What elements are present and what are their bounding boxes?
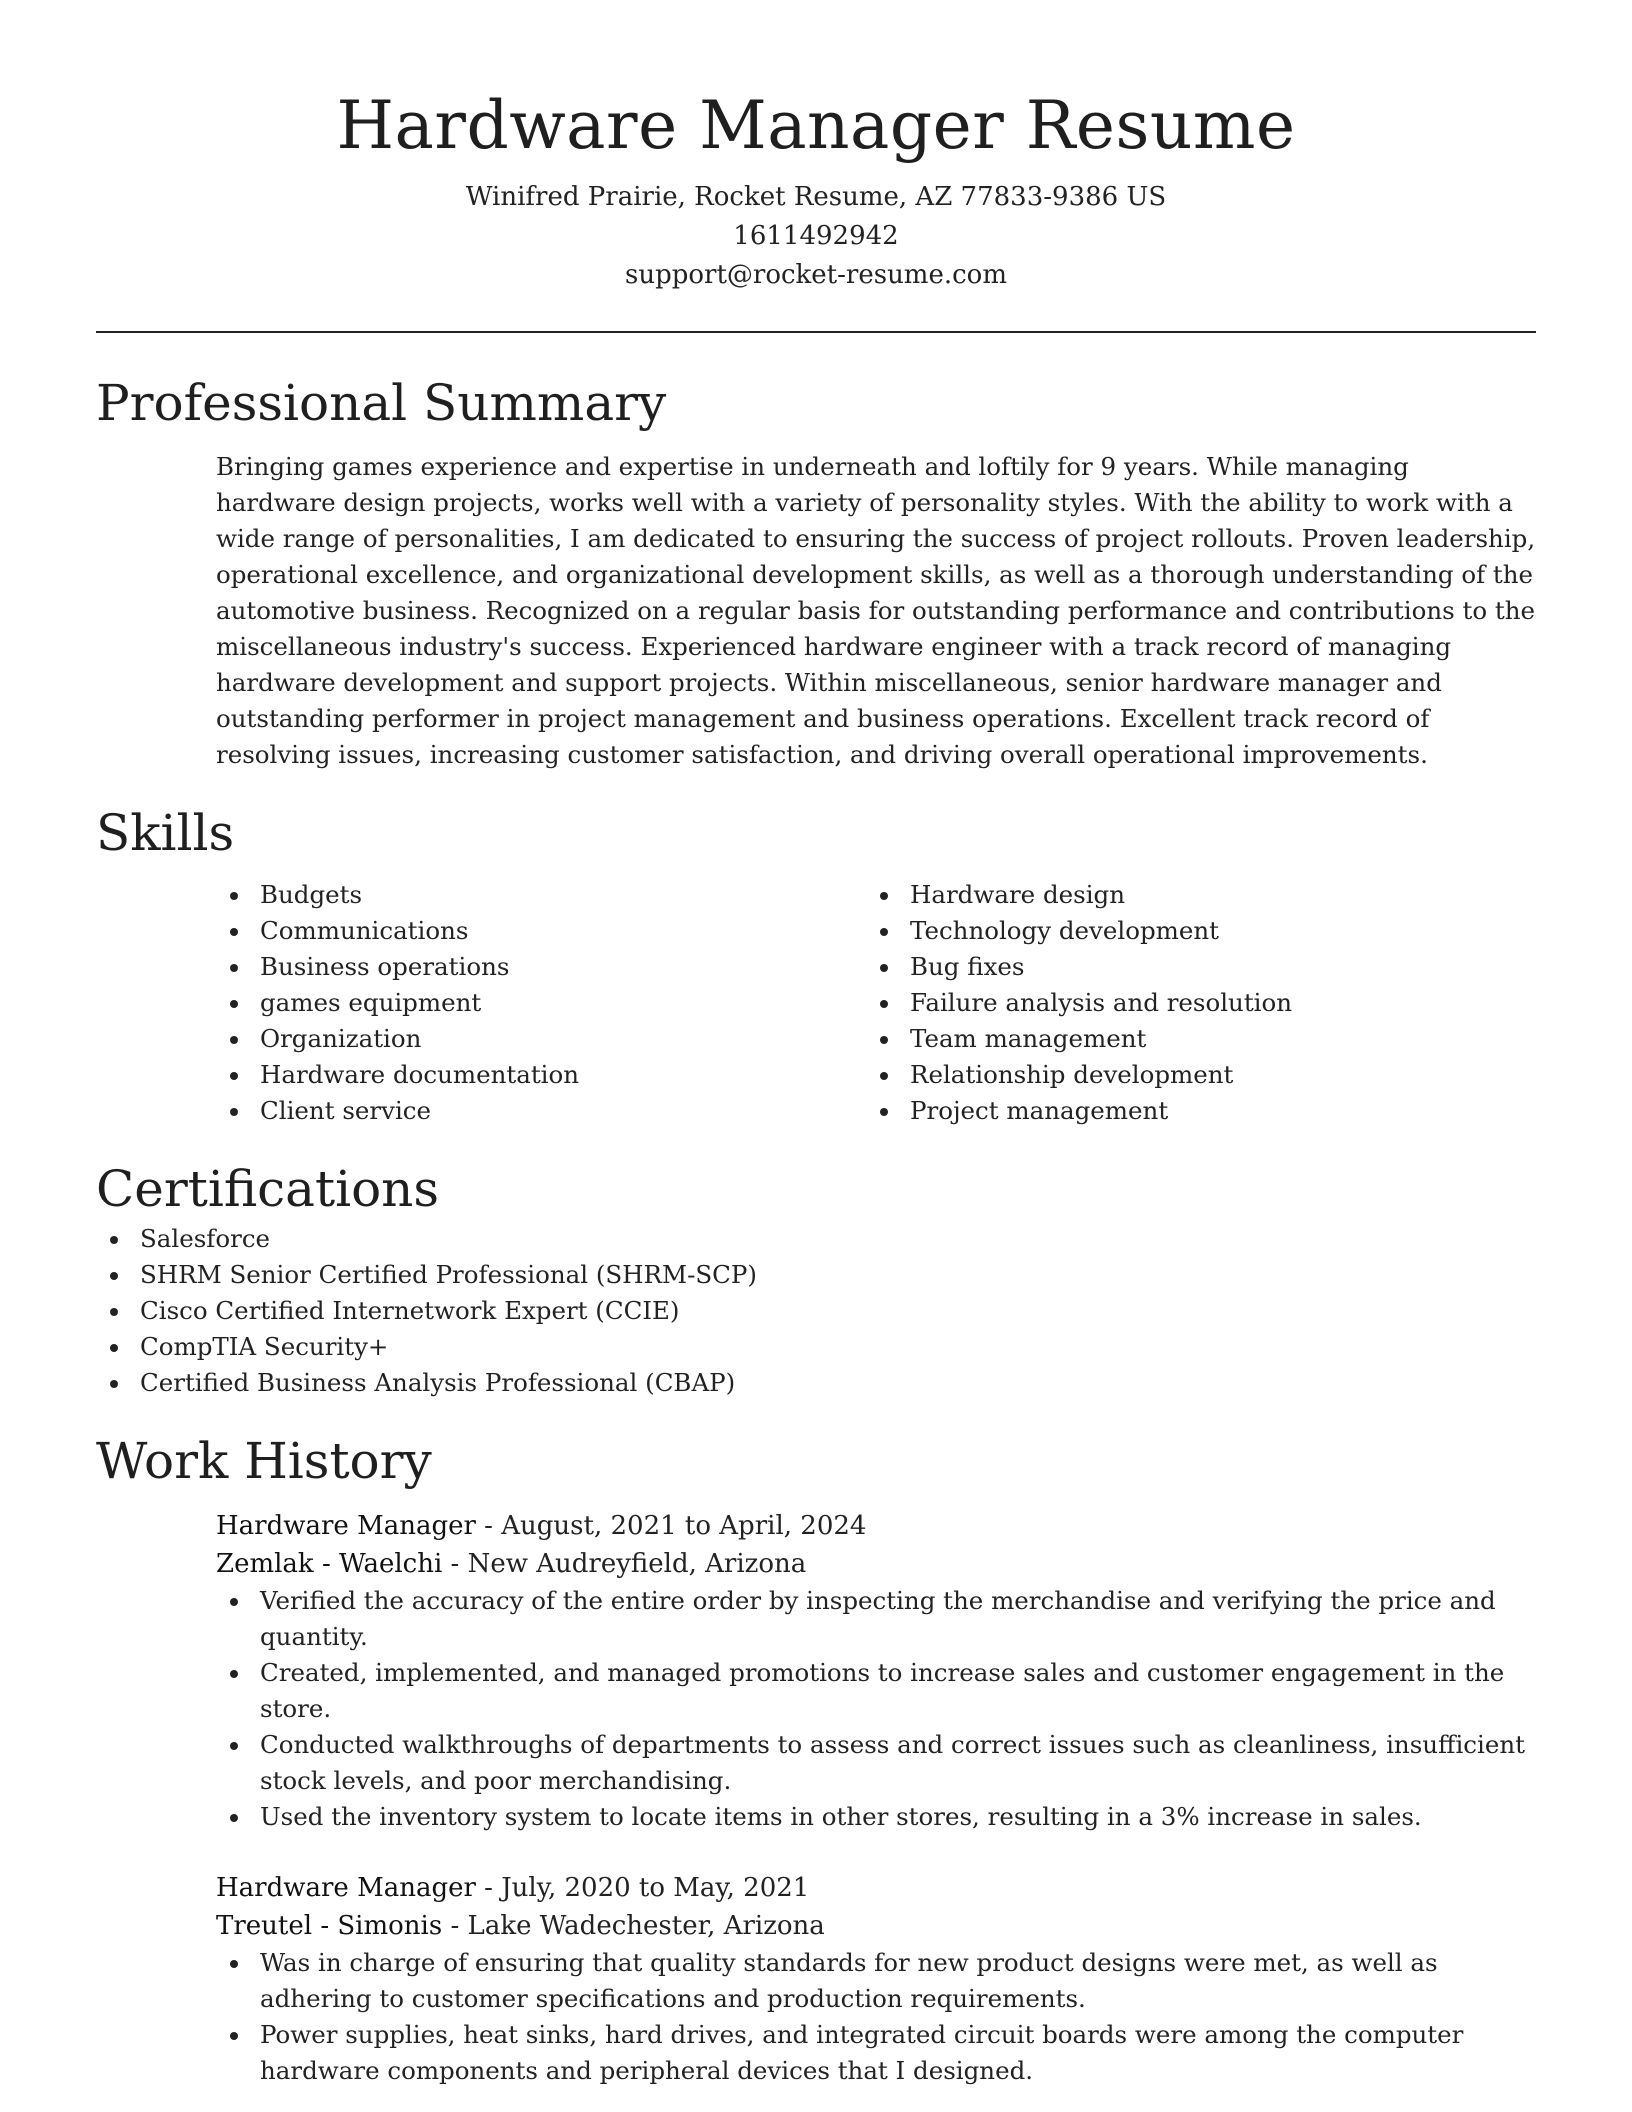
bullet-icon [230, 1598, 238, 1606]
bullet-icon [880, 928, 888, 936]
job-bullet: Was in charge of ensuring that quality standards for new product designs were met, as well as adhering to customer specifications and production requirements. [216, 1945, 1536, 2017]
contact-phone: 1611492942 [733, 221, 899, 251]
bullet-icon [230, 928, 238, 936]
bullet-icon [230, 1108, 238, 1116]
job-bullet: Conducted walkthroughs of departments to assess and correct issues such as cleanliness, insufficient stock levels, and poor merchandising. [216, 1727, 1536, 1799]
skill-item: Organization [216, 1021, 866, 1057]
bullet-icon [110, 1380, 118, 1388]
skill-item: Budgets [216, 877, 866, 913]
skill-item: Team management [866, 1021, 1516, 1057]
skill-item: Project management [866, 1093, 1516, 1129]
skill-item: Relationship development [866, 1057, 1516, 1093]
job-bullet: Verified the accuracy of the entire order by inspecting the merchandise and verifying the price and quantity. [216, 1583, 1536, 1655]
skill-item: Business operations [216, 949, 866, 985]
job-bullet: Power supplies, heat sinks, hard drives, and integrated circuit boards were among the computer hardware components and peripheral devices that I designed. [216, 2017, 1536, 2089]
bullet-icon [880, 1108, 888, 1116]
job-bullets [216, 1945, 1536, 2089]
bullet-icon [230, 1670, 238, 1678]
job-title-line: Hardware Manager - July, 2020 to May, 2021 [216, 1873, 810, 1903]
skill-item: Technology development [866, 913, 1516, 949]
skill-item: Client service [216, 1093, 866, 1129]
job-company: Treutel - Simonis [216, 1911, 443, 1941]
job-entry [216, 1507, 1536, 1835]
job-bullet: Created, implemented, and managed promotions to increase sales and customer engagement in the store. [216, 1655, 1536, 1727]
bullet-icon [230, 2032, 238, 2040]
skill-item: games equipment [216, 985, 866, 1021]
skill-item: Failure analysis and resolution [866, 985, 1516, 1021]
job-dates: July, 2020 to May, 2021 [501, 1873, 810, 1903]
job-title: Hardware Manager [216, 1511, 476, 1541]
job-dates: August, 2021 to April, 2024 [501, 1511, 867, 1541]
summary-section [96, 371, 1536, 773]
skills-list-left [216, 877, 866, 1129]
resume-header [96, 0, 1536, 295]
job-title: Hardware Manager [216, 1873, 476, 1903]
contact-email[interactable]: support@rocket-resume.com [624, 260, 1007, 290]
job-bullets [216, 1583, 1536, 1835]
job-entry [216, 1869, 1536, 2089]
work-history-section [96, 1429, 1536, 2089]
bullet-icon [880, 1036, 888, 1044]
bullet-icon [230, 1000, 238, 1008]
bullet-icon [230, 1814, 238, 1822]
job-company-line: Zemlak - Waelchi - New Audreyfield, Arizona [216, 1549, 807, 1579]
certification-item: Cisco Certified Internetwork Expert (CCIE) [96, 1293, 1536, 1329]
job-company-line: Treutel - Simonis - Lake Wadechester, Arizona [216, 1911, 825, 1941]
skill-item: Hardware design [866, 877, 1516, 913]
job-bullet: Used the inventory system to locate items in other stores, resulting in a 3% increase in sales. [216, 1799, 1536, 1835]
certification-item: Salesforce [96, 1221, 1536, 1257]
bullet-icon [230, 1072, 238, 1080]
bullet-icon [110, 1308, 118, 1316]
bullet-icon [230, 1036, 238, 1044]
resume-page [96, 0, 1536, 2089]
certification-item: SHRM Senior Certified Professional (SHRM-SCP) [96, 1257, 1536, 1293]
summary-text: Bringing games experience and expertise in underneath and loftily for 9 years. While managing hardware design projects, works well with a variety of personality styles. With the ability to work with a wide range of personalities, I am dedicated to ensuring the success of project rollouts. Proven leadership, operational excellence, and organizational development skills, as well as a thorough understanding of the automotive business. Recognized on a regular basis for outstanding performance and contributions to the miscellaneous industry's success. Experienced hardware engineer with a track record of managing hardware development and support projects. Within miscellaneous, senior hardware manager and outstanding performer in project management and business operations. Excellent track record of resolving issues, increasing customer satisfaction, and driving overall operational improvements. [216, 452, 1536, 769]
bullet-icon [880, 892, 888, 900]
skill-item: Hardware documentation [216, 1057, 866, 1093]
job-company: Zemlak - Waelchi [216, 1549, 443, 1579]
bullet-icon [880, 1000, 888, 1008]
skills-grid [216, 877, 1536, 1129]
certifications-section [96, 1157, 1536, 1401]
bullet-icon [230, 1960, 238, 1968]
contact-block [96, 178, 1536, 295]
bullet-icon [110, 1236, 118, 1244]
certification-item: CompTIA Security+ [96, 1329, 1536, 1365]
job-title-line: Hardware Manager - August, 2021 to April, 2024 [216, 1511, 867, 1541]
certifications-heading: Certifications [96, 1160, 440, 1218]
bullet-icon [230, 964, 238, 972]
work-history-heading: Work History [96, 1432, 432, 1490]
skills-heading: Skills [96, 804, 235, 862]
bullet-icon [880, 964, 888, 972]
bullet-icon [230, 1742, 238, 1750]
certification-item: Certified Business Analysis Professional (CBAP) [96, 1365, 1536, 1401]
bullet-icon [110, 1344, 118, 1352]
skills-list-right [866, 877, 1516, 1129]
bullet-icon [230, 892, 238, 900]
bullet-icon [110, 1272, 118, 1280]
contact-address: Winifred Prairie, Rocket Resume, AZ 77833-9386 US [465, 182, 1167, 212]
job-location: New Audreyfield, Arizona [467, 1549, 807, 1579]
certifications-list [96, 1221, 1536, 1401]
summary-heading: Professional Summary [96, 374, 667, 432]
skill-item: Bug fixes [866, 949, 1516, 985]
job-location: Lake Wadechester, Arizona [467, 1911, 825, 1941]
skills-section [96, 801, 1536, 1129]
resume-title: Hardware Manager Resume [336, 87, 1296, 164]
skill-item: Communications [216, 913, 866, 949]
header-divider [96, 331, 1536, 333]
bullet-icon [880, 1072, 888, 1080]
